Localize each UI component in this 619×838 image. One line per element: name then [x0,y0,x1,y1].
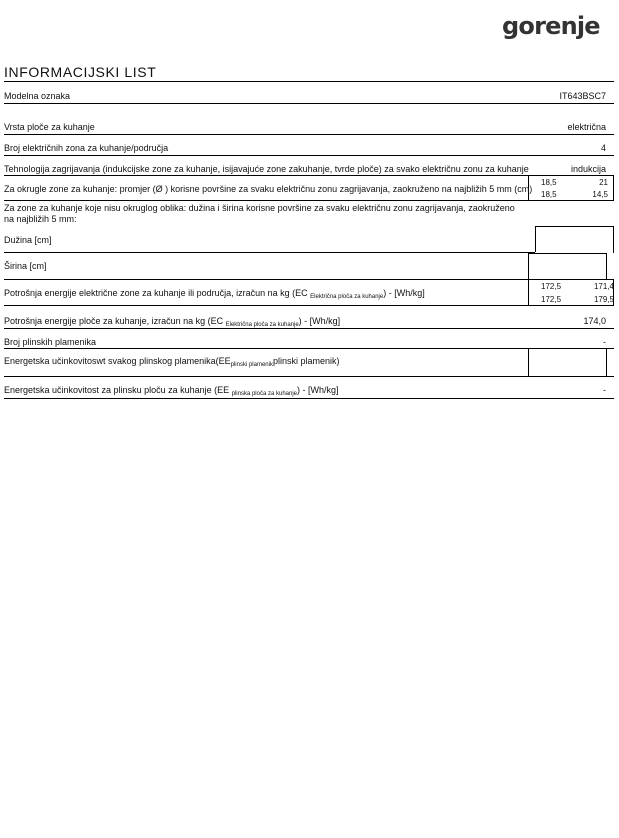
zone-consumption-label-sub: Električna ploča za kuhanje [310,294,384,300]
round-zone-4: 14,5 [592,190,608,199]
cell-border [606,348,607,376]
gas-efficiency-hob-sub: plinska ploča za kuhanje [231,391,298,397]
zone-consumption-1: 172,5 [541,282,562,291]
cell-border [528,348,529,376]
divider [528,253,606,254]
divider [4,398,614,399]
divider [4,376,614,377]
divider [4,348,614,349]
technology-value: indukcija [570,164,606,174]
divider [4,200,614,201]
gas-burners-label: Broj plinskih plamenika [4,337,97,347]
divider [4,328,614,329]
zone-consumption-label-pre: Potrošnja energije električne zone za kuhanje ili područja, izračun na kg (EC [4,288,311,298]
technology-label: Tehnologija zagrijavanja (indukcijske zone za kuhanje, isijavajuće zone zakuhanje, tvrde ploče) za svako električnu zonu za kuhanje [4,164,529,174]
divider [4,155,614,156]
hob-consumption-label-post: ) - [Wh/kg] [298,316,341,326]
gas-efficiency-each-pre: Energetska učinkovitoswt svakog plinskog plamenika(EE [4,356,231,366]
cell-border [528,253,529,305]
length-label: Dužina [cm] [4,235,52,245]
brand-logo: gorenje [502,12,600,40]
gas-efficiency-hob-pre: Energetska učinkovitost za plinsku ploču za kuhanje (EE [4,385,232,395]
gas-efficiency-each-post: plinski plamenik) [272,356,340,366]
non-round-label: Za zone za kuhanje koje nisu okruglog oblika: dužina i širina korisne površine za svaku električnu zonu zagrijavanja, zaokruženo na najbližih 5 mm: [4,203,515,224]
zone-count-value: 4 [600,143,606,153]
divider [4,279,614,280]
divider [4,175,614,176]
round-zone-2: 21 [599,178,608,187]
zone-consumption-4: 179,5 [593,295,614,304]
zone-count-label: Broj električnih zona za kuhanje/područja [4,143,169,153]
hob-consumption-label [4,316,340,327]
gas-efficiency-hob-post: ) - [Wh/kg] [297,385,339,395]
hob-type-label: Vrsta ploče za kuhanje [4,122,95,132]
hob-type-value: električna [567,122,606,132]
zone-consumption-3: 172,5 [541,295,562,304]
round-zone-1: 18,5 [541,178,557,187]
round-zones-label: Za okrugle zone za kuhanje: promjer (Ø ) korisne površine za svaku električnu zonu zagrijavanja, zaokruženo na najbližih 5 mm (cm) [4,184,533,194]
width-label: Širina [cm] [4,261,47,271]
divider [4,252,535,253]
cell-border [606,253,607,279]
hob-consumption-label-pre: Potrošnja energije ploče za kuhanje, izračun na kg (EC [4,316,226,326]
page-title: INFORMACIJSKI LIST [4,64,157,80]
cell-border [535,226,536,252]
round-zone-3: 18,5 [541,190,557,199]
zone-consumption-label [4,288,425,299]
cell-border [613,226,614,253]
zone-consumption-label-post: ) - [Wh/kg] [383,288,425,298]
gas-efficiency-each-sub: plinski plamenik [230,362,273,368]
divider [4,134,614,135]
gas-efficiency-hob-label [4,385,339,396]
divider [4,305,614,306]
hob-consumption-label-sub: Električna ploča za kuhanje [225,322,299,328]
cell-border [613,175,614,200]
divider [535,226,613,227]
model-label: Modelna oznaka [4,91,71,101]
hob-consumption-value: 174,0 [583,316,606,326]
gas-burners-value: - [603,337,606,347]
gas-efficiency-each-label [4,356,340,367]
model-value: IT643BSC7 [559,91,606,101]
zone-consumption-2: 171,4 [593,282,614,291]
divider [4,81,614,82]
gas-efficiency-hob-value: - [603,385,606,395]
divider [4,103,614,104]
